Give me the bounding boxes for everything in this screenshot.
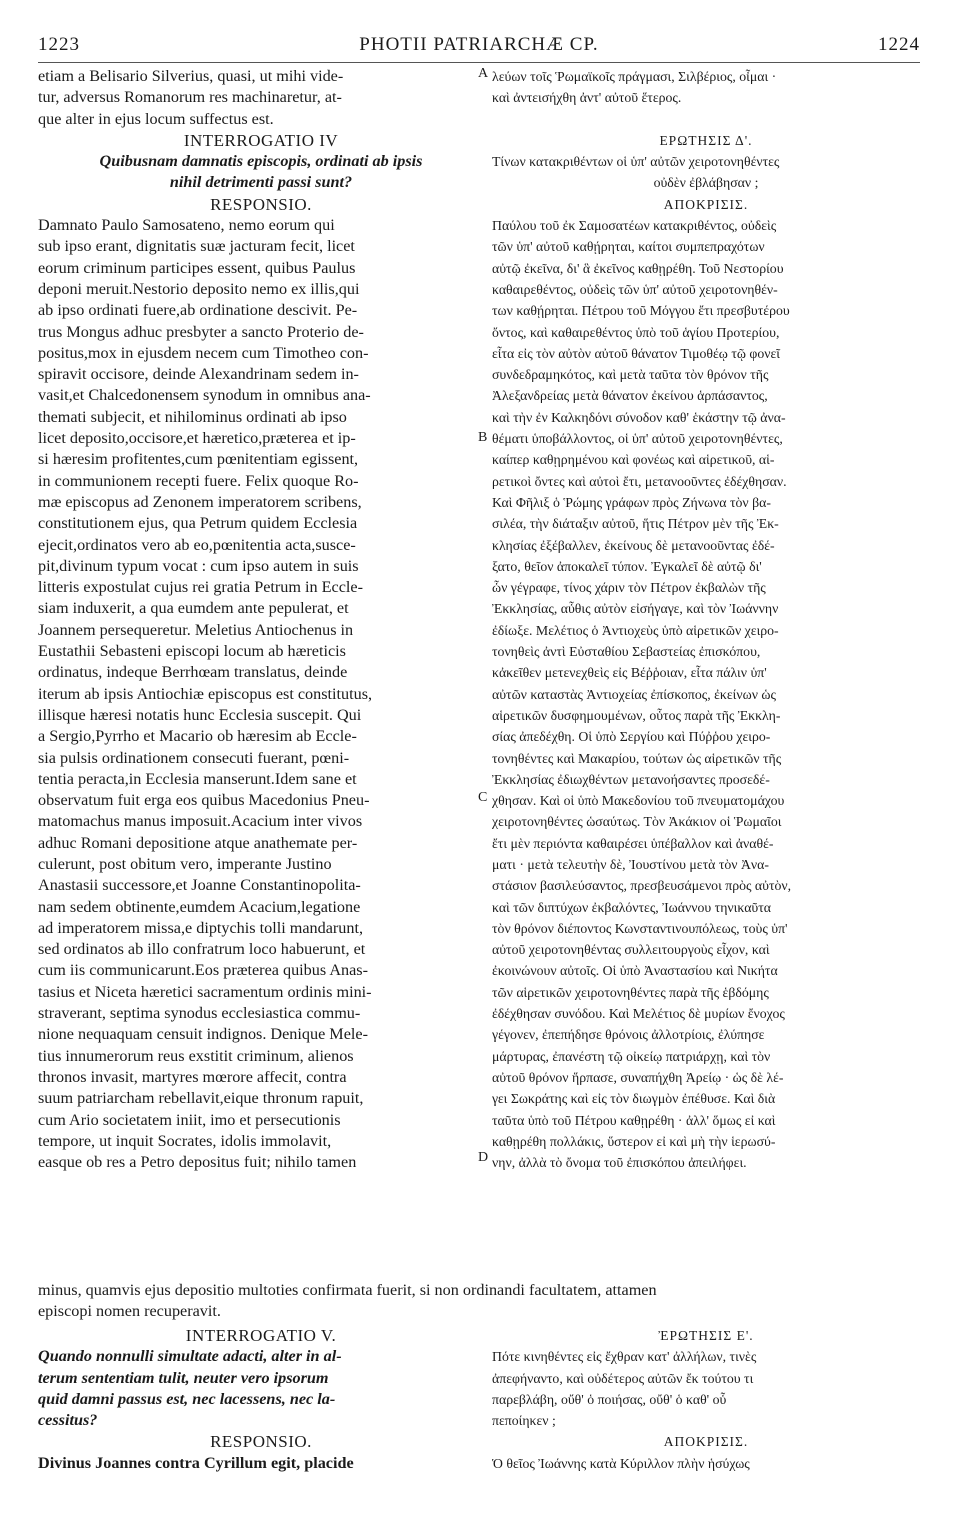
greek-line: ρετικοὶ ὄντες καὶ αὐτοὶ ἔτι, μετανοοῦντες ἐδέχθησαν. xyxy=(492,473,787,489)
full-width-line-1: minus, quamvis ejus depositio multoties confirmata fuerit, si non ordinandi facultatem, attamen xyxy=(38,1281,657,1299)
page-number-left: 1223 xyxy=(38,34,80,55)
greek-line: ἐδέχθησαν συνόδου. Καὶ Μελέτιος δὲ μυρίων ἔνοχος xyxy=(492,1006,785,1022)
latin-line: Eustathii Sebasteni episcopi locum ab hæreticis xyxy=(38,642,346,661)
greek-line: Τίνων κατακριθέντων οἱ ὑπ' αὐτῶν χειροτονηθέντες xyxy=(492,154,780,170)
greek-line: Ἀλεξανδρείας μετὰ θάνατον ἐκείνου ἁρπάσαντος, xyxy=(492,388,768,404)
latin-line: eorum criminum participes essent, quibus Paulus xyxy=(38,258,356,277)
greek-line: ὧν γέγραφε, τίνος χάριν τὸν Πέτρον ἐκβαλὼν τῆς xyxy=(492,580,766,596)
greek-line: μάρτυρας, ἐπανέστη τῷ οἰκείῳ πατριάρχῃ, καὶ τὸν xyxy=(492,1048,771,1064)
latin-line: culerunt, post obitum vero, imperante Justino xyxy=(38,854,332,873)
latin-line: spiravit occisore, deinde Alexandrinam sedem in- xyxy=(38,365,359,384)
greek-line: γει Σωκράτης καὶ εἰς τὸν διωγμὸν ἐπέθυσε. Καὶ διὰ xyxy=(492,1091,776,1107)
latin-line: sia pulsis ordinationem consecuti fuerant, pœni- xyxy=(38,748,350,767)
greek-line: καὶ ἀντεισήχθη ἀντ' αὐτοῦ ἕτερος. xyxy=(492,90,682,106)
greek-line: ἐδίωξε. Μελέτιος ὁ Ἀντιοχεὺς ὑπὸ αἱρετικῶν χειρο- xyxy=(492,622,779,638)
latin-line: tius innumerorum reus exstitit criminum, alienos xyxy=(38,1046,354,1065)
greek-line: αὐτοῦ χειροτονηθέντας συλλειτουργοὺς εἶχον, καὶ xyxy=(492,942,770,958)
greek-line xyxy=(492,109,920,130)
greek-q5-line: πεποίηκεν ; xyxy=(492,1413,556,1429)
greek-apokrisis-2: ΑΠΟΚΡΙΣΙΣ. xyxy=(663,1434,749,1450)
latin-line: themati subjecit, et nihilominus ordinati ab ipso xyxy=(38,407,347,426)
greek-line: Ἐκκλησίας, αὖθις αὐτὸν εἰσήγαγε, καὶ τὸν Ἰωάννην xyxy=(492,601,779,617)
latin-q5-line: quid damni passus est, nec lacessens, nec la- xyxy=(38,1389,336,1408)
latin-line: trus Mongus adhuc presbyter a sancto Proterio de- xyxy=(38,322,364,341)
latin-line: constitutionem ejus, qua Petrum quidem Ecclesia xyxy=(38,514,358,533)
greek-line: τὸν θρόνον διέποντος Κωνσταντινουπόλεως, τοὺς ὑπ' xyxy=(492,920,788,936)
latin-line: illisque hæresi notatis hunc Ecclesia suscepit. Qui xyxy=(38,705,362,724)
latin-line: vasit,et Chalcedonensem synodum in omnibus ana- xyxy=(38,386,371,405)
latin-line: que alter in ejus locum suffectus est. xyxy=(38,109,274,128)
latin-line: ad imperatorem missa,e diptychis tolli mandarunt, xyxy=(38,918,364,937)
latin-line: tur, adversus Romanorum res machinaretur, at- xyxy=(38,88,342,107)
latin-line: iterum ab ipsis Antiochiæ episcopus est constitutus, xyxy=(38,684,373,703)
latin-last-line: Divinus Joannes contra Cyrillum egit, placide xyxy=(38,1453,354,1472)
greek-line: θέματι ὑποβάλλοντος, οἱ ὑπ' αὐτοῦ χειροτονηθέντες, xyxy=(492,431,783,447)
greek-line: καθῃρέθη πολλάκις, ὕστερον εἰ καὶ μὴ τὴν ἱερωσύ- xyxy=(492,1133,776,1149)
latin-q5-line: Quando nonnulli simultate adacti, alter in al- xyxy=(38,1347,342,1366)
greek-column xyxy=(492,66,920,1173)
full-width-line-2: episcopi nomen recuperavit. xyxy=(38,1302,221,1320)
latin-line: observatum fuit erga eos quibus Macedonius Pneu- xyxy=(38,791,370,810)
latin-line: thronos invasit, martyres mœrore affecit, contra xyxy=(38,1067,347,1086)
greek-line: εἶτα εἰς τὸν αὐτὸν αὐτοῦ θάνατον Τιμοθέῳ τῷ φονεῖ xyxy=(492,345,780,361)
latin-line: a Sergio,Pyrrho et Macario ob hæresim ab Eccle- xyxy=(38,727,357,746)
latin-line: siam induxerit, a qua eumdem ante pepulerat, et xyxy=(38,599,349,618)
latin-line: straverant, septima synodus ecclesiastica commu- xyxy=(38,1004,361,1023)
latin-line: mæ episcopus ad Zenonem imperatorem scribens, xyxy=(38,492,362,511)
latin-line: ab ipso ordinati fuere,ab ordinatione descivit. Pe- xyxy=(38,301,358,320)
greek-q5-line: ἀπεφήναντο, καὶ οὐδέτερος αὐτῶν ἔκ τούτου τι xyxy=(492,1370,754,1386)
greek-line: οὐδὲν ἐβλάβησαν ; xyxy=(653,175,759,191)
latin-heading: INTERROGATIO IV xyxy=(183,130,339,150)
greek-line: ὄντος, καὶ καθαιρεθέντος ὑπὸ τοῦ ἁγίου Προτερίου, xyxy=(492,324,780,340)
page-header xyxy=(38,34,920,60)
greek-line: τονηθέντες καὶ Μακαρίου, τούτων ὡς αἱρετικῶν τῆς xyxy=(492,750,782,766)
greek-lower xyxy=(492,1325,920,1474)
latin-line: suum patriarcham rebellavit,eique thronum rapuit, xyxy=(38,1089,364,1108)
greek-line: σιλέα, τὴν διάταξιν αὐτοῦ, ἥτις Πέτρον μὲν τῆς Ἐκ- xyxy=(492,516,779,532)
latin-line: Joannem persequeretur. Meletius Antiochenus in xyxy=(38,620,354,639)
greek-line: τῶν αἱρετικῶν χειροτονηθέντες παρὰ τῆς ἑβδόμης xyxy=(492,984,769,1000)
greek-line: ἐκοινώνουν αὐτοῖς. Οἱ ὑπὸ Ἀναστασίου καὶ Νικήτα xyxy=(492,963,778,979)
latin-line: easque ob res a Petro depositus fuit; nihilo tamen xyxy=(38,1153,357,1172)
latin-heading: RESPONSIO. xyxy=(210,194,312,214)
greek-line: τονηθεὶς ἀντὶ Εὐσταθίου Σεβαστείας ἐπισκόπου, xyxy=(492,644,761,660)
latin-line: etiam a Belisario Silverius, quasi, ut mihi vide- xyxy=(38,67,344,85)
greek-line: συνδεδραμηκότος, καὶ μετὰ ταῦτα τὸν θρόνον τῆς xyxy=(492,367,769,383)
greek-line: κλησίας ἐξέβαλλεν, ἐκείνους δὲ μετανοοῦντας ἐδέ- xyxy=(492,537,775,553)
latin-line: ordinatus, indeque Berrhœam translatus, deinde xyxy=(38,663,348,682)
greek-line: καὶ τῶν διπτύχων ἐκβαλόντες, Ἰωάννου τηνικαῦτα xyxy=(492,899,772,915)
latin-line: litteris expostulat cujus rei gratia Petrum in Eccle- xyxy=(38,578,363,597)
greek-line: καίπερ καθῃρημένου καὶ φονέως καὶ αἱρετικοῦ, αἱ- xyxy=(492,452,775,468)
latin-q5-line: cessitus? xyxy=(38,1411,98,1430)
latin-heading-5: INTERROGATIO V. xyxy=(185,1326,337,1345)
greek-heading: ΑΠΟΚΡΙΣΙΣ. xyxy=(663,196,749,212)
greek-line: ἔτι μὲν περιόντα καθαιρέσει ὑπέβαλλον καὶ ἀναθέ- xyxy=(492,835,774,851)
greek-line: καὶ τὴν ἐν Καλκηδόνι σύνοδον καθ' ἑκάστην τῷ ἀνα- xyxy=(492,409,786,425)
greek-line: Παύλου τοῦ ἐκ Σαμοσατέων κατακριθέντος, οὐδεὶς xyxy=(492,218,777,234)
latin-line: ejecit,ordinatos vero ab eo,pœnitentia acta,susce- xyxy=(38,535,356,554)
margin-letter-c: C xyxy=(478,790,488,805)
latin-line: tasius et Niceta hæretici sacramentum ordinis mini- xyxy=(38,982,372,1001)
greek-q5-line: παρεβλάβη, οὔθ' ὁ ποιήσας, οὔθ' ὁ καθ' οὗ xyxy=(492,1391,727,1407)
latin-column xyxy=(38,66,484,1173)
latin-line: matomachus manus imposuit.Acacium inter vivos xyxy=(38,812,363,831)
greek-line: χειροτονηθέντες ὡσαύτως. Τὸν Ἀκάκιον οἱ Ῥωμαῖοι xyxy=(492,814,782,830)
latin-line: sub ipso erant, dignitatis suæ jacturam fecit, licet xyxy=(38,237,355,256)
greek-line: αἱρετικῶν δυσφημουμένων, οὗτος παρὰ τῆς Ἐκκλη- xyxy=(492,707,781,723)
greek-heading-5: ἘΡΩΤΗΣΙΣ Ε'. xyxy=(658,1328,754,1343)
greek-line: χθησαν. Καὶ οἱ ὑπὸ Μακεδονίου τοῦ πνευματομάχου xyxy=(492,793,785,809)
latin-line: cum iis communicarunt.Eos præterea quibus Anas- xyxy=(38,961,368,980)
latin-q5-line: terum sententiam tulit, neuter vero ipsorum xyxy=(38,1368,329,1387)
greek-line: καθαιρεθέντος, οὐδεὶς τῶν ὑπ' αὐτοῦ χειροτονηθέν- xyxy=(492,281,778,297)
greek-q5-line: Πότε κινηθέντες εἰς ἔχθραν κατ' ἀλλήλων, τινὲς xyxy=(492,1349,757,1365)
greek-line: αὐτῶν καταστὰς Ἀντιοχείας ἐπίσκοπος, ἐκείνων ὡς xyxy=(492,686,776,702)
margin-letter-b: B xyxy=(478,430,488,445)
running-title: PHOTII PATRIARCHÆ CP. xyxy=(359,34,599,55)
greek-line: αὐτῷ ἐκεῖνα, δι' ἃ ἐκεῖνος καθῃρέθη. Τοῦ Νεστορίου xyxy=(492,260,784,276)
latin-line: pit,divinum typum vocat : cum ipso autem in suis xyxy=(38,556,359,575)
greek-line: γέγονεν, ἐπεπήδησε θρόνοις ἀλλοτρίοις, ἐλύπησε xyxy=(492,1027,765,1043)
latin-line: adhuc Romani depositione atque anathemate per- xyxy=(38,833,358,852)
latin-line: tentia peracta,in Ecclesia manserunt.Idem sane et xyxy=(38,769,357,788)
latin-line: in communionem recepti fuere. Felix quoque Ro- xyxy=(38,471,359,490)
greek-line: νην, ἀλλὰ τὸ ὄνομα τοῦ ἐπισκόπου ἀπειλήφει. xyxy=(492,1155,747,1171)
greek-line: τῶν ὑπ' αὐτοῦ καθῄρηται, καίτοι συμπεπραχότων xyxy=(492,239,765,255)
page-number-right: 1224 xyxy=(877,34,920,55)
latin-line: cum Ario societatem iniit, imo et persecutionis xyxy=(38,1110,341,1129)
latin-line: nam sedem obtinente,eumdem Acacium,legatione xyxy=(38,897,361,916)
latin-line: nihil detrimenti passi sunt? xyxy=(169,173,353,192)
greek-line: κἀκεῖθεν μετενεχθεὶς εἰς Βέῤῥοιαν, εἶτα πάλιν ὑπ' xyxy=(492,665,767,681)
greek-line: σίας ἀπεδέχθη. Οἱ ὑπὸ Σεργίου καὶ Πύῤῥου χειρο- xyxy=(492,729,771,745)
margin-letter-a: A xyxy=(478,66,489,81)
greek-line: ταῦτα ὑπὸ τοῦ Πέτρου καθῃρέθη · ἀλλ' ὅμως εἰ καὶ xyxy=(492,1112,776,1128)
latin-line: Quibusnam damnatis episcopis, ordinati ab ipsis xyxy=(99,152,423,171)
greek-heading: ΕΡΩΤΗΣΙΣ Δ'. xyxy=(659,132,753,148)
greek-line: ξατο, θεῖον ἀποκαλεῖ τύπον. Ἐγκαλεῖ δὲ αὐτῷ δι' xyxy=(492,558,762,574)
margin-letter-d: D xyxy=(478,1150,489,1165)
latin-line: licet deposito,occisore,et hæretico,præterea et ip- xyxy=(38,429,356,448)
header-rule xyxy=(38,62,920,63)
greek-last-line: Ὁ θεῖος Ἰωάννης κατὰ Κύριλλον πλὴν ἡσύχως xyxy=(492,1455,750,1471)
latin-line: positus,mox in ejusdem necem cum Timotheo con- xyxy=(38,343,369,362)
greek-line: ματι · μετὰ τελευτὴν δὲ, Ἰουστίνου μετὰ τὸν Ἀνα- xyxy=(492,856,769,872)
latin-line: nione nequaquam censuit indignos. Denique Mele- xyxy=(38,1025,368,1044)
greek-line: αὐτοῦ θρόνον ἥρπασε, συναπήχθη Ἀρείῳ · ὡς δὲ λέ- xyxy=(492,1069,784,1085)
greek-line: Ἐκκλησίας ἐδιωχθέντων μετανοήσαντες προσεδέ- xyxy=(492,771,770,787)
latin-line: sed ordinatos ab illo confratrum loco habuerunt, et xyxy=(38,940,366,959)
latin-line: tempore, ut inquit Socrates, idolis immolavit, xyxy=(38,1131,332,1150)
greek-line: Καὶ Φῆλιξ ὁ Ῥώμης γράφων πρὸς Ζήνωνα τὸν βα- xyxy=(492,494,771,510)
latin-responsio-2: RESPONSIO. xyxy=(210,1432,312,1452)
latin-line: Damnato Paulo Samosateno, nemo eorum qui xyxy=(38,216,335,235)
greek-line: των καθῄρηται. Πέτρου τοῦ Μόγγου ἔτι πρεσβυτέρου xyxy=(492,303,790,319)
greek-line: στάσιον βασιλεύσαντος, πρεσβευσάμενοι πρὸς αὐτὸν, xyxy=(492,878,792,894)
greek-line: λεύων τοῖς Ῥωμαϊκοῖς πράγμασι, Σιλβέριος, οἶμαι · xyxy=(492,69,777,84)
latin-line: si hæresim profitentes,cum pœnitentiam egissent, xyxy=(38,450,359,469)
latin-line: Anastasii successore,et Joanne Constantinopolita- xyxy=(38,876,361,895)
latin-lower xyxy=(38,1325,484,1474)
latin-line: deponi meruit.Nestorio deposito nemo ex illis,qui xyxy=(38,279,360,298)
